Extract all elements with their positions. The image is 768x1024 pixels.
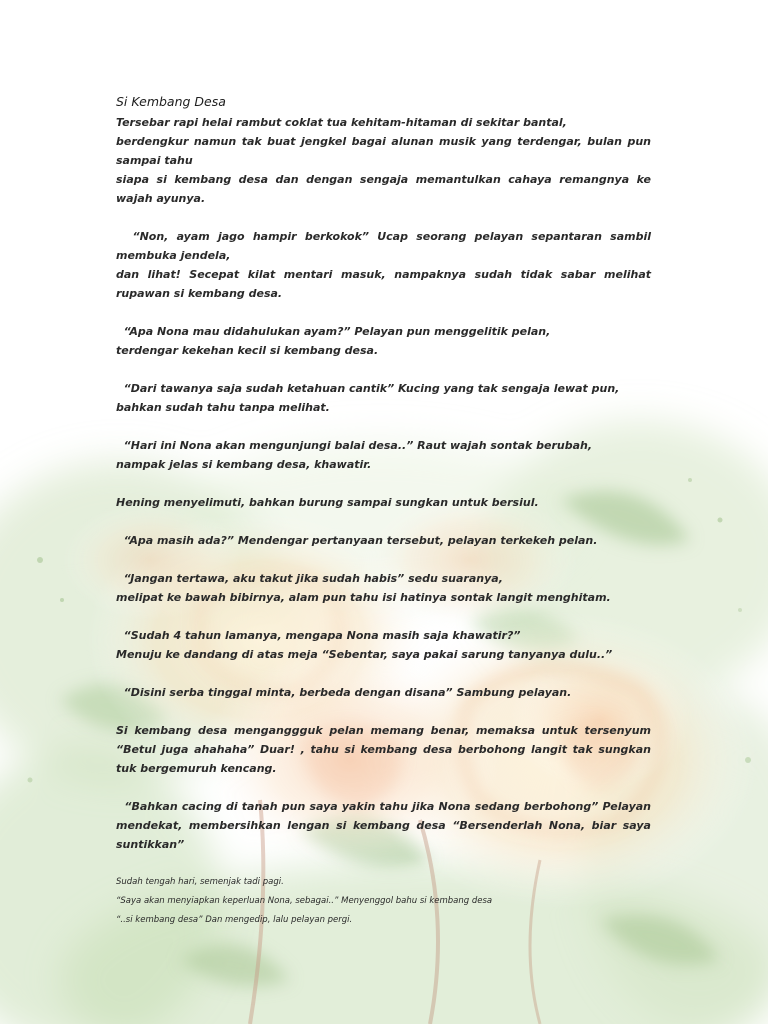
- paragraph-line: “Apa masih ada?” Mendengar pertanyaan tersebut, pelayan terkekeh pelan.: [116, 534, 598, 547]
- paragraph-line: “Dari tawanya saja sudah ketahuan cantik” Kucing yang tak sengaja lewat pun,: [116, 382, 620, 395]
- paragraph: [116, 569, 651, 607]
- paragraph-line: Hening menyelimuti, bahkan burung sampai sungkan untuk bersiul.: [116, 496, 539, 509]
- paragraph-line: “Non, ayam jago hampir berkokok” Ucap seorang pelayan sepantaran sambil membuka jendela,: [116, 230, 651, 262]
- paragraph-line: berdengkur namun tak buat jengkel bagai alunan musik yang terdengar, bulan pun sampai tahu: [116, 135, 651, 167]
- paragraph: [116, 797, 651, 854]
- story-content: [116, 92, 651, 930]
- closing-line: “Saya akan menyiapkan keperluan Nona, sebagai..” Menyenggol bahu si kembang desa: [116, 896, 493, 906]
- paragraph-line: “Bahkan cacing di tanah pun saya yakin tahu jika Nona sedang berbohong” Pelayan mendekat, membersihkan lengan si kembang desa “Bersenderlah Nona, biar saya suntikkan”: [116, 800, 651, 851]
- paragraph: [116, 436, 651, 474]
- paragraph: [116, 531, 651, 550]
- paragraph: [116, 113, 651, 208]
- paragraph-line: nampak jelas si kembang desa, khawatir.: [116, 458, 372, 471]
- paragraph: [116, 683, 651, 702]
- paragraph: [116, 721, 651, 778]
- paragraph-line: “Hari ini Nona akan mengunjungi balai desa..” Raut wajah sontak berubah,: [116, 439, 593, 452]
- paragraph-line: Tersebar rapi helai rambut coklat tua kehitam-hitaman di sekitar bantal,: [116, 116, 567, 129]
- story-body: [116, 113, 651, 854]
- story-title: Si Kembang Desa: [116, 94, 226, 109]
- closing-line: “..si kembang desa” Dan mengedip, lalu pelayan pergi.: [116, 915, 353, 925]
- paragraph-line: terdengar kekehan kecil si kembang desa.: [116, 344, 379, 357]
- paragraph-line: siapa si kembang desa dan dengan sengaja memantulkan cahaya remangnya ke wajah ayunya.: [116, 173, 651, 205]
- paragraph-line: bahkan sudah tahu tanpa melihat.: [116, 401, 330, 414]
- paragraph-line: melipat ke bawah bibirnya, alam pun tahu isi hatinya sontak langit menghitam.: [116, 591, 611, 604]
- paragraph: [116, 379, 651, 417]
- paragraph-line: “Jangan tertawa, aku takut jika sudah habis” sedu suaranya,: [116, 572, 503, 585]
- closing-lines: [116, 873, 651, 930]
- paragraph-line: dan lihat! Secepat kilat mentari masuk, nampaknya sudah tidak sabar melihat rupawan si kembang desa.: [116, 268, 651, 300]
- paragraph-line: Si kembang desa menganggguk pelan memang benar, memaksa untuk tersenyum “Betul juga ahahaha” Duar! , tahu si kembang desa berbohong langit tak sungkan tuk bergemuruh kencang.: [116, 724, 651, 775]
- paragraph: [116, 493, 651, 512]
- paragraph-line: “Sudah 4 tahun lamanya, mengapa Nona masih saja khawatir?”: [116, 629, 521, 642]
- paragraph-line: “Disini serba tinggal minta, berbeda dengan disana” Sambung pelayan.: [116, 686, 572, 699]
- paragraph-line: Menuju ke dandang di atas meja “Sebentar, saya pakai sarung tanyanya dulu..”: [116, 648, 613, 661]
- paragraph: [116, 227, 651, 303]
- paragraph: [116, 322, 651, 360]
- paragraph: [116, 626, 651, 664]
- paragraph-line: “Apa Nona mau didahulukan ayam?” Pelayan pun menggelitik pelan,: [116, 325, 551, 338]
- closing-line: Sudah tengah hari, semenjak tadi pagi.: [116, 877, 284, 887]
